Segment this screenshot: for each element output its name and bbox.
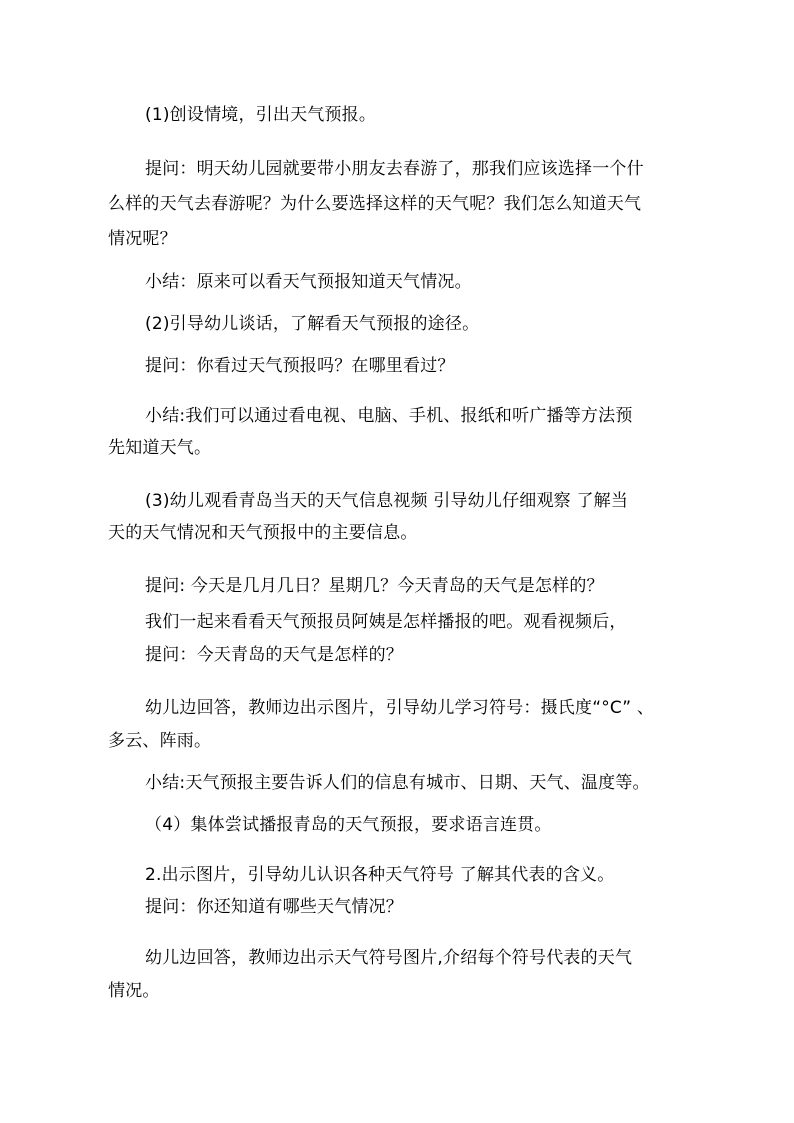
paragraph-line: 多云、阵雨。 xyxy=(108,731,212,751)
paragraph-line: 情况呢？ xyxy=(108,229,177,249)
section-heading-5: 2.出示图片，引导幼儿认识各种天气符号 了解其代表的含义。 xyxy=(145,865,615,885)
paragraph-line: 幼儿边回答，教师边出示天气符号图片,介绍每个符号代表的天气 xyxy=(145,948,633,968)
section-heading-3: (3)幼儿观看青岛当天的天气信息视频 引导幼儿仔细观察 了解当 xyxy=(145,491,629,511)
section-heading-4: （4）集体尝试播报青岛的天气预报，要求语言连贯。 xyxy=(145,815,552,835)
question-line: 提问：你看过天气预报吗？在哪里看过？ xyxy=(145,356,455,376)
paragraph-line: 么样的天气去春游呢？为什么要选择这样的天气呢？我们怎么知道天气 xyxy=(108,194,642,214)
paragraph-line: 情况。 xyxy=(108,981,160,1001)
paragraph-line: 先知道天气。 xyxy=(108,438,212,458)
summary-line: 小结:天气预报主要告诉人们的信息有城市、日期、天气、温度等。 xyxy=(145,773,650,793)
paragraph-line: 我们一起来看看天气预报员阿姨是怎样播报的吧。观看视频后， xyxy=(145,612,627,632)
section-heading-2: (2)引导幼儿谈话，了解看天气预报的途径。 xyxy=(145,314,480,334)
summary-line: 小结:我们可以通过看电视、电脑、手机、报纸和听广播等方法预 xyxy=(145,406,633,426)
paragraph-line: 天的天气情况和天气预报中的主要信息。 xyxy=(108,523,418,543)
question-line: 提问：今天青岛的天气是怎样的？ xyxy=(145,645,403,665)
question-line: 提问: 今天是几月几日？星期几？今天青岛的天气是怎样的？ xyxy=(145,576,604,596)
summary-line: 小结：原来可以看天气预报知道天气情况。 xyxy=(145,272,472,292)
paragraph-line: 幼儿边回答，教师边出示图片，引导幼儿学习符号：摄氏度“°C” 、 xyxy=(145,698,655,718)
section-heading-1: (1)创设情境，引出天气预报。 xyxy=(145,105,377,125)
paragraph-line: 提问：明天幼儿园就要带小朋友去春游了，那我们应该选择一个什 xyxy=(145,159,644,179)
question-line: 提问：你还知道有哪些天气情况？ xyxy=(145,897,403,917)
